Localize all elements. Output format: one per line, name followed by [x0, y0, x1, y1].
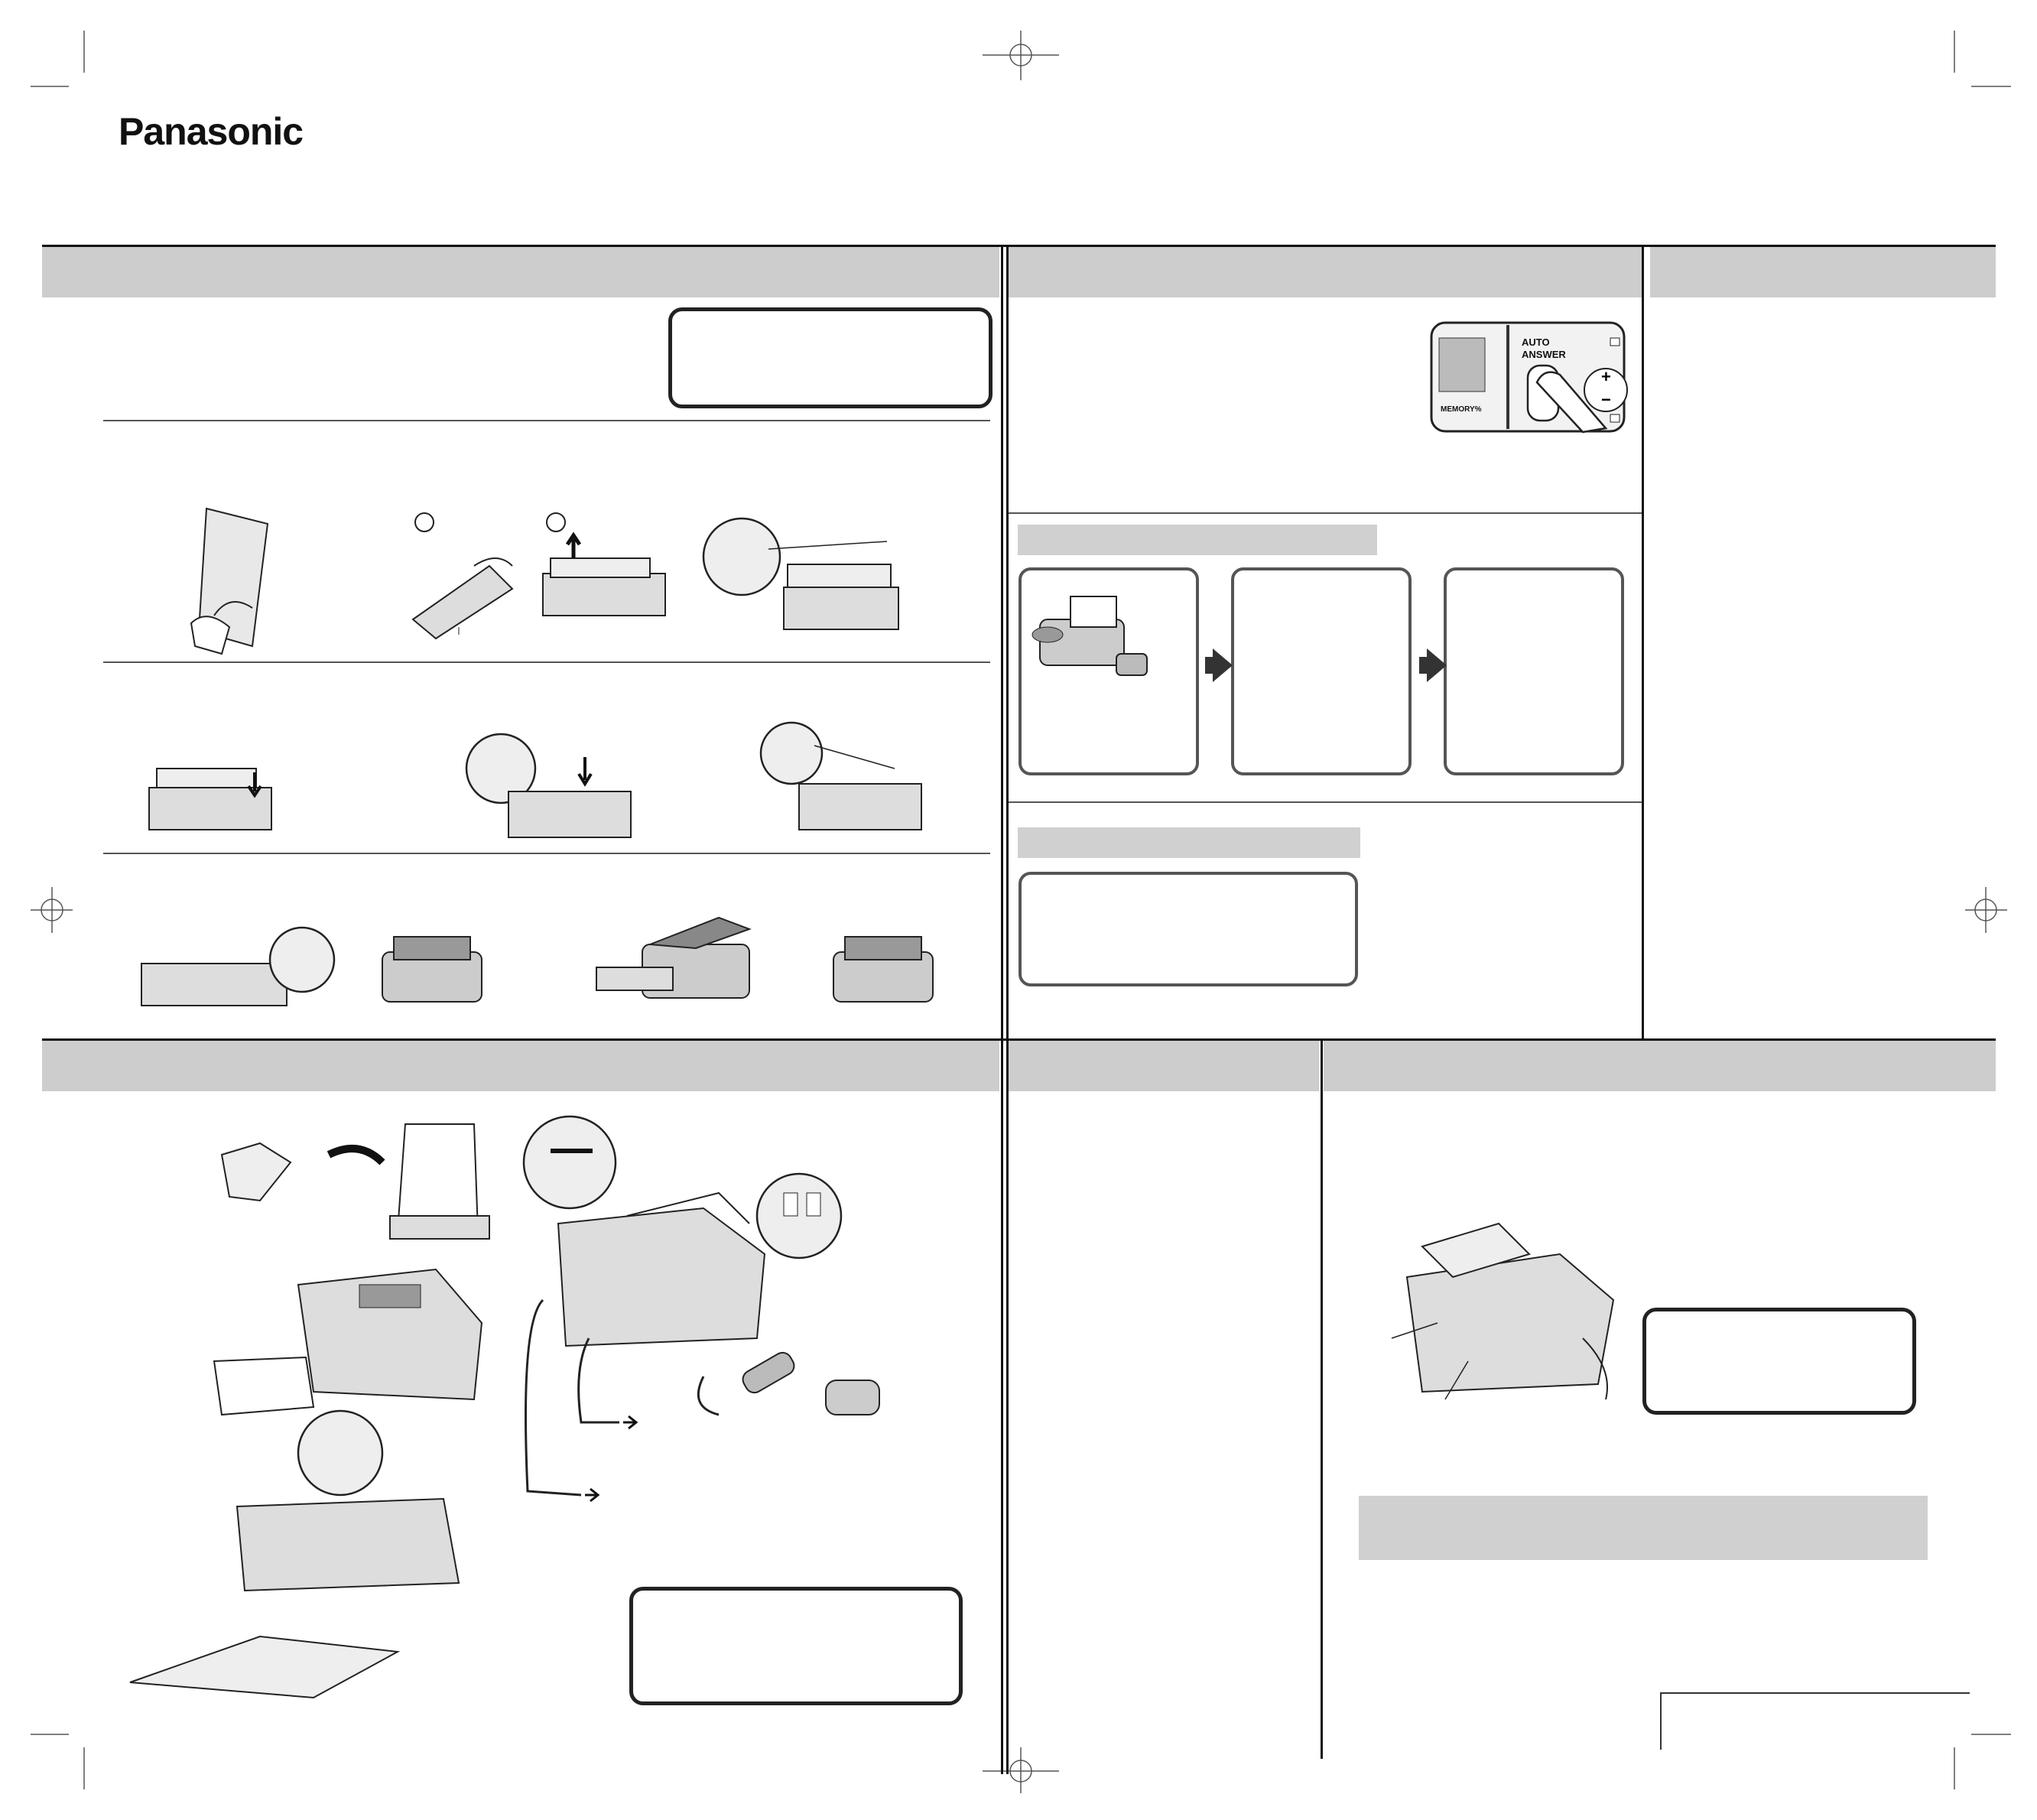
process-box-3 [1444, 567, 1624, 775]
separator-3 [103, 853, 990, 854]
cartridge-insert-illustration-3 [753, 719, 937, 841]
cartridge-lift-illustration [535, 528, 673, 635]
arrow-right-icon [585, 1489, 598, 1501]
section-header-middle [1009, 1041, 1319, 1091]
paper-tray-illustration [382, 1116, 489, 1254]
cartridge-insert-illustration-2 [463, 726, 646, 849]
arrow-down-icon [579, 757, 591, 784]
handset-illustration [673, 1346, 879, 1430]
svg-text:+: + [1601, 367, 1611, 386]
section-header-receive [1009, 247, 1642, 297]
divider-right-top [1642, 245, 1644, 1040]
cables-illustration [512, 1292, 688, 1506]
brand-logo: Panasonic [119, 110, 304, 153]
svg-text:−: − [1601, 390, 1611, 409]
note-box-bottom [1018, 872, 1358, 986]
fax-closed-illustration [826, 925, 941, 1009]
divider-center [1001, 245, 1003, 1774]
process-box-2 [1231, 567, 1412, 775]
svg-text:AUTO: AUTO [1522, 336, 1550, 348]
fax-connection-illustration [1392, 1224, 1621, 1399]
drum-roll-illustration [405, 535, 520, 642]
separator-4 [1009, 512, 1642, 514]
page-corner-frame [1659, 1690, 1980, 1751]
cartridge-install-illustration-1 [134, 921, 340, 1021]
separator-1 [103, 420, 990, 421]
highlight-bar-connect [1359, 1496, 1928, 1560]
auto-answer-panel-illustration [1430, 321, 1626, 433]
divider-right-bottom [1321, 1040, 1323, 1759]
section-header-toner [42, 247, 999, 297]
arrow-right-icon [623, 1416, 636, 1428]
tray-latch-zoom-illustration [294, 1407, 386, 1499]
svg-text:ANSWER: ANSWER [1522, 349, 1566, 360]
fax-output-tray-illustration [122, 1491, 459, 1705]
arrow-up-icon [567, 535, 580, 558]
cartridge-release-illustration [700, 511, 906, 641]
note-box-connect [1642, 1308, 1916, 1415]
toner-bag-illustration [184, 501, 283, 654]
section-header-connect [1324, 1041, 1996, 1091]
svg-text:MEMORY%: MEMORY% [1441, 405, 1482, 414]
section-header-install [42, 1041, 999, 1091]
note-box-install [629, 1587, 963, 1705]
subheading-bar-1 [1018, 525, 1377, 555]
step-marker-a [413, 511, 436, 534]
subheading-bar-2 [1018, 827, 1360, 858]
cartridge-insert-illustration-1 [141, 749, 279, 841]
note-box-toner [668, 307, 993, 408]
separator-5 [1009, 801, 1642, 803]
fax-open-illustration-1 [375, 925, 489, 1009]
section-header-right [1650, 247, 1996, 297]
fax-send-illustration [1025, 589, 1155, 681]
fax-open-illustration-2 [581, 914, 757, 1021]
phone-jack-zoom-illustration [753, 1170, 845, 1262]
separator-2 [103, 661, 990, 663]
divider-center-2 [1006, 245, 1009, 1774]
paper-stack-illustration [214, 1139, 398, 1216]
